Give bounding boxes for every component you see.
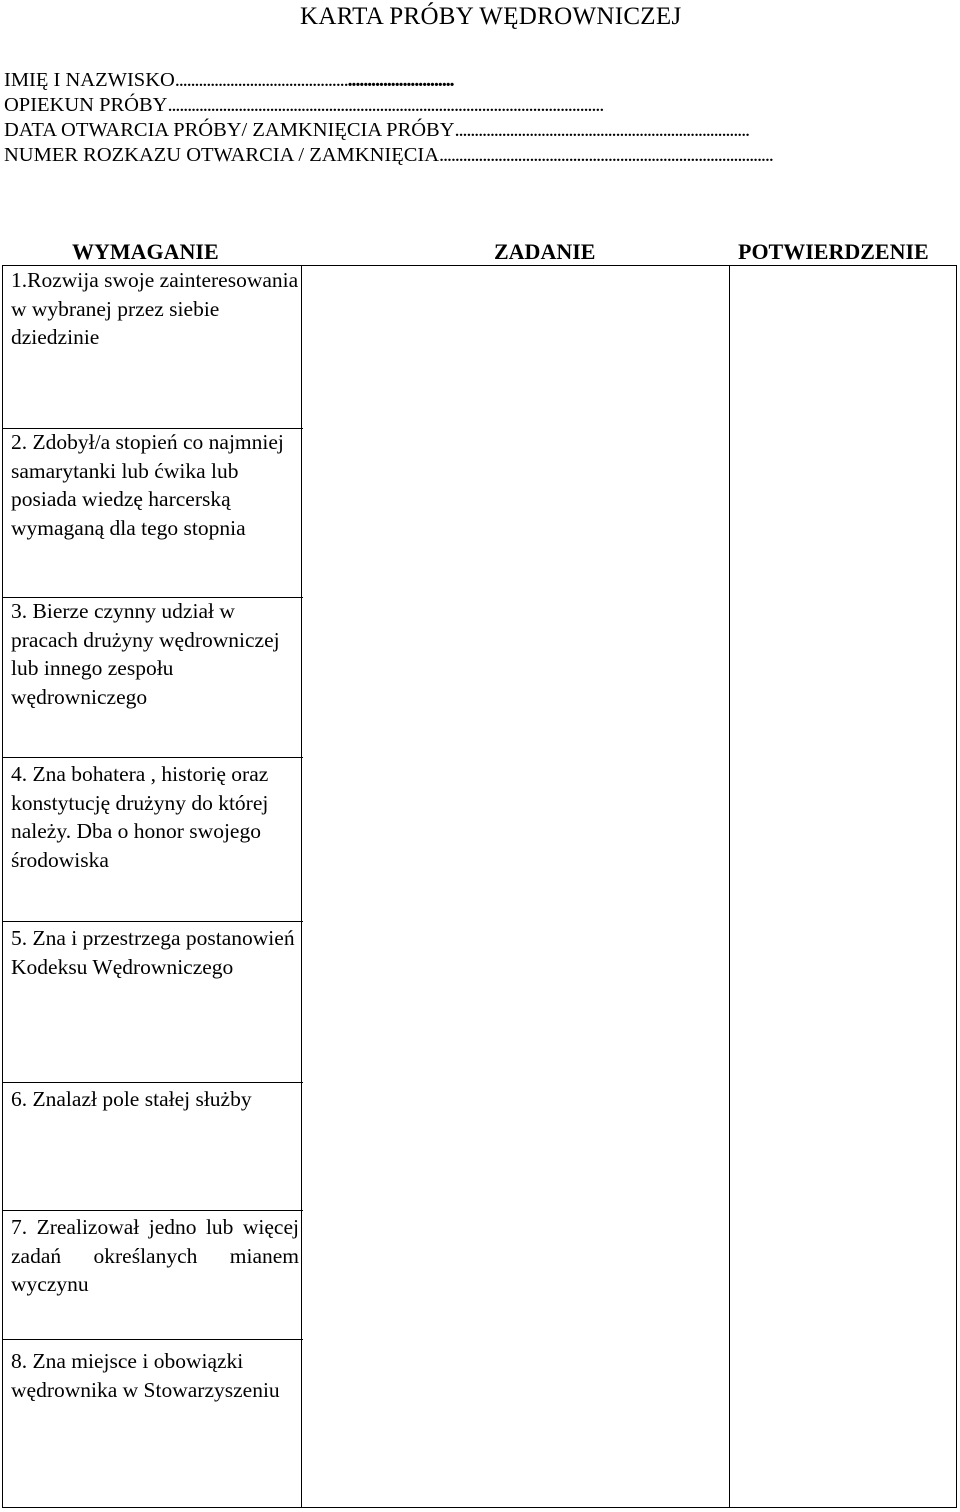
requirement-7: 7. Zrealizował jedno lub więcej zadań określanych mianem wyczynu — [11, 1215, 299, 1296]
requirement-3: 3. Bierze czynny udział w pracach drużyny wędrowniczej lub innego zespołu wędrowniczego — [11, 599, 280, 709]
column-divider-left — [301, 266, 302, 1507]
row-divider — [3, 757, 303, 758]
field-label: DATA OTWARCIA PRÓBY/ ZAMKNIĘCIA PRÓBY — [4, 119, 455, 141]
page-title: KARTA PRÓBY WĘDROWNICZEJ — [300, 3, 682, 30]
field-dates — [4, 118, 773, 143]
field-supervisor — [4, 93, 773, 118]
row-divider — [3, 1082, 303, 1083]
header-fields — [4, 68, 773, 168]
field-label: IMIĘ I NAZWISKO — [4, 69, 175, 91]
field-dots: ..................................................................................... — [439, 144, 773, 166]
field-label: NUMER ROZKAZU OTWARCIA / ZAMKNIĘCIA — [4, 144, 440, 166]
requirements-table — [2, 265, 957, 1508]
row-divider — [3, 1339, 303, 1340]
field-dots-bold: ........................... — [347, 69, 454, 91]
field-dots: ............................................ — [174, 69, 348, 91]
row-divider — [3, 1210, 303, 1211]
field-name — [4, 68, 773, 93]
requirement-1: 1.Rozwija swoje zainteresowania w wybranej przez siebie dziedzinie — [11, 268, 299, 349]
requirement-5: 5. Zna i przestrzega postanowień Kodeksu Wędrowniczego — [11, 926, 295, 979]
field-order-number — [4, 143, 773, 168]
requirement-8: 8. Zna miejsce i obowiązki wędrownika w Stowarzyszeniu — [11, 1349, 280, 1402]
field-dots: ............................................................................................................... — [167, 94, 604, 116]
column-divider-right — [729, 266, 730, 1507]
column-header-confirmation: POTWIERDZENIE — [738, 239, 929, 264]
column-header-requirement: WYMAGANIE — [72, 239, 219, 264]
row-divider — [3, 921, 303, 922]
requirement-6: 6. Znalazł pole stałej służby — [11, 1087, 252, 1111]
field-label: OPIEKUN PRÓBY — [4, 94, 168, 116]
requirement-4: 4. Zna bohatera , historię oraz konstytucję drużyny do której należy. Dba o honor swojego środowiska — [11, 762, 269, 872]
requirement-2: 2. Zdobył/a stopień co najmniej samarytanki lub ćwika lub posiada wiedzę harcerską wymaganą dla tego stopnia — [11, 430, 284, 540]
field-dots: ........................................................................... — [454, 119, 749, 141]
column-header-task: ZADANIE — [494, 239, 596, 264]
